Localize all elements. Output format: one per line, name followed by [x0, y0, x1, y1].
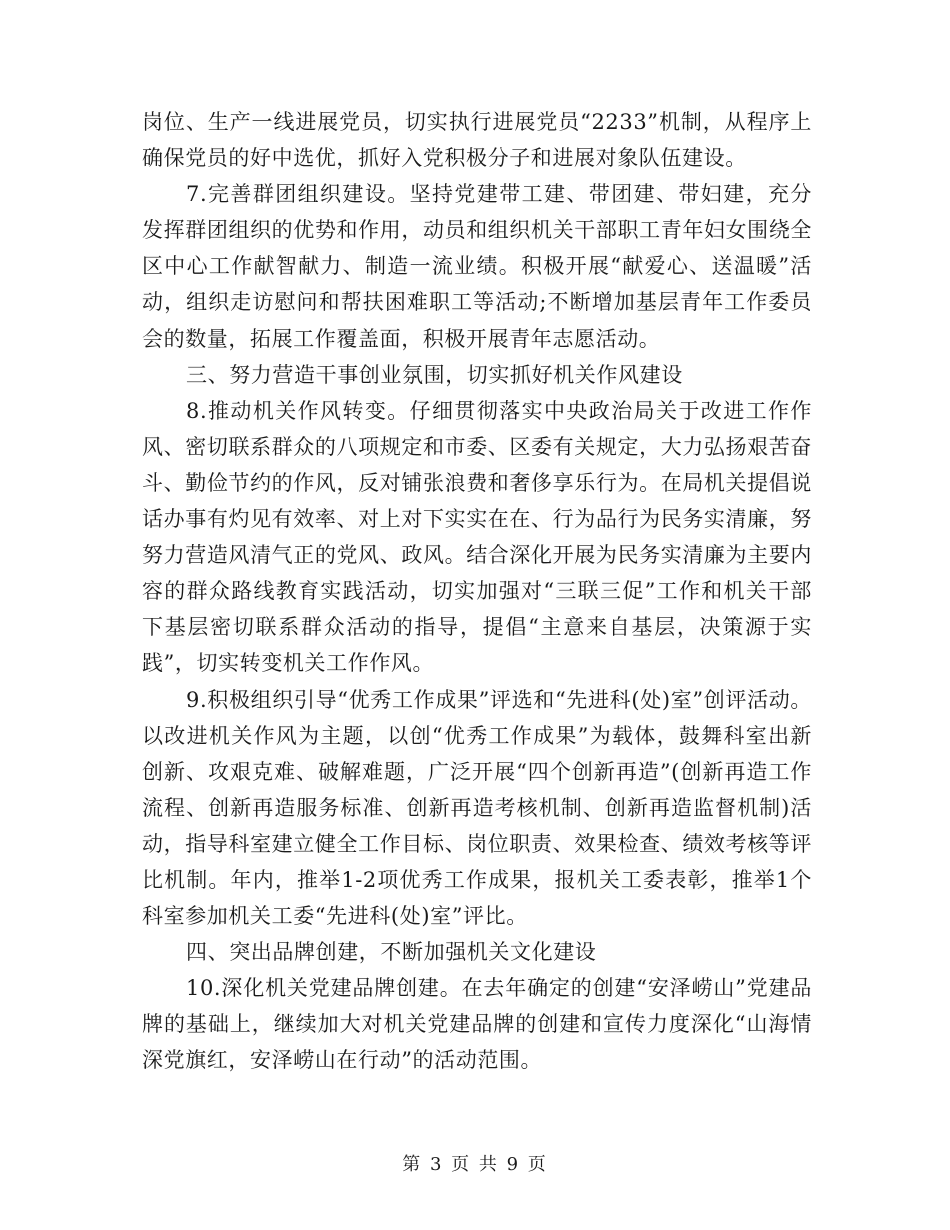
paragraph-item-7: 7.完善群团组织建设。坚持党建带工建、带团建、带妇建，充分发挥群团组织的优势和作用，动员和组织机关干部职工青年妇女围绕全区中心工作献智献力、制造一流业绩。积极开展“献爱心、送温暖”活动，组织走访慰问和帮扶困难职工等活动;不断增加基层青年工作委员会的数量，拓展工作覆盖面，积极开展青年志愿活动。 — [142, 182, 812, 351]
paragraph-item-10: 10.深化机关党建品牌创建。在去年确定的创建“安泽崂山”党建品牌的基础上，继续加大对机关党建品牌的创建和宣传力度深化“山海情深党旗红，安泽崂山在行动”的活动范围。 — [142, 976, 812, 1073]
document-body — [142, 104, 812, 1079]
section-heading-3: 三、努力营造干事创业氛围，切实抓好机关作风建设 — [186, 362, 683, 387]
section-heading-4: 四、突出品牌创建，不断加强机关文化建设 — [186, 940, 597, 965]
paragraph-item-8: 8.推动机关作风转变。仔细贯彻落实中央政治局关于改进工作作风、密切联系群众的八项规定和市委、区委有关规定，大力弘扬艰苦奋斗、勤俭节约的作风，反对铺张浪费和奢侈享乐行为。在局机关提倡说话办事有灼见有效率、对上对下实实在在、行为品行为民务实清廉，努努力营造风清气正的党风、政风。结合深化开展为民务实清廉为主要内容的群众路线教育实践活动，切实加强对“三联三促”工作和机关干部下基层密切联系群众活动的指导，提倡“主意来自基层，决策源于实践”，切实转变机关工作作风。 — [142, 398, 812, 676]
paragraph-item-9: 9.积极组织引导“优秀工作成果”评选和“先进科(处)室”创评活动。以改进机关作风为主题，以创“优秀工作成果”为载体，鼓舞科室出新创新、攻艰克难、破解难题，广泛开展“四个创新再造”(创新再造工作流程、创新再造服务标准、创新再造考核机制、创新再造监督机制)活动，指导科室建立健全工作目标、岗位职责、效果检查、绩效考核等评比机制。年内，推举1-2项优秀工作成果，报机关工委表彰，推举1个科室参加机关工委“先进科(处)室”评比。 — [142, 687, 812, 929]
page-footer: 第 3 页 共 9 页 — [402, 1154, 548, 1175]
paragraph-continuation: 岗位、生产一线进展党员，切实执行进展党员“2233”机制，从程序上确保党员的好中选优，抓好入党积极分子和进展对象队伍建设。 — [142, 110, 812, 171]
